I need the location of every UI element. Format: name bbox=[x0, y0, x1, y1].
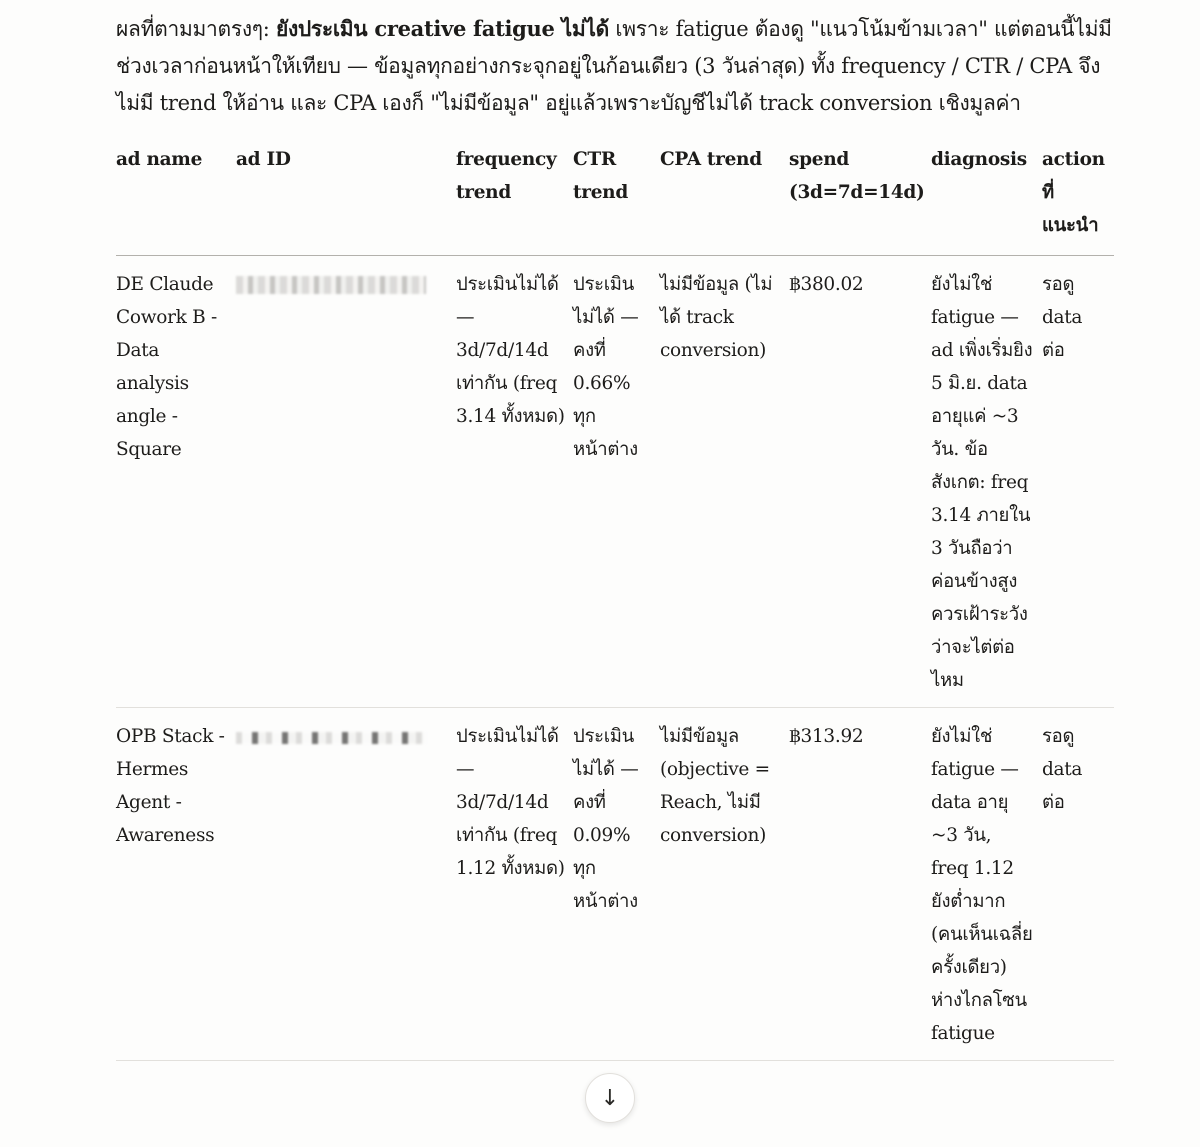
table-row bbox=[116, 256, 1114, 708]
redacted-ad-id bbox=[236, 276, 426, 294]
table-header-row bbox=[116, 143, 1114, 256]
cell-action: รอดู data ต่อ bbox=[1042, 256, 1114, 708]
cell-frequency-trend: ประเมินไม่ได้ — 3d/7d/14d เท่ากัน (freq 3.14 ทั้งหมด) bbox=[456, 256, 573, 708]
intro-paragraph bbox=[116, 10, 1114, 122]
col-header-frequency-trend: frequency trend bbox=[456, 143, 573, 256]
cell-action: รอดู data ต่อ bbox=[1042, 708, 1114, 1061]
col-header-ctr-trend: CTR trend bbox=[573, 143, 660, 256]
cell-ad-id bbox=[236, 708, 456, 1061]
cell-diagnosis: ยังไม่ใช่ fatigue — ad เพิ่งเริ่มยิง 5 มิ.ย. data อายุแค่ ~3 วัน. ข้อสังเกต: freq 3.14 ภายใน 3 วันถือว่าค่อนข้างสูง ควรเฝ้าระวังว่าจะไต่ต่อไหม bbox=[931, 256, 1042, 708]
table-row bbox=[116, 708, 1114, 1061]
cell-ad-name: DE Claude Cowork B - Data analysis angle - Square bbox=[116, 256, 236, 708]
cell-cpa-trend: ไม่มีข้อมูล (objective = Reach, ไม่มี conversion) bbox=[660, 708, 789, 1061]
cell-ad-id bbox=[236, 256, 456, 708]
col-header-ad-name: ad name bbox=[116, 143, 236, 256]
cell-spend: ฿380.02 bbox=[789, 256, 931, 708]
col-header-spend: spend (3d=7d=14d) bbox=[789, 143, 931, 256]
col-header-diagnosis: diagnosis bbox=[931, 143, 1042, 256]
intro-lead: ผลที่ตามมาตรงๆ: bbox=[116, 17, 276, 41]
scroll-to-bottom-button[interactable] bbox=[585, 1073, 635, 1123]
intro-bold: ยังประเมิน creative fatigue ไม่ได้ bbox=[275, 16, 609, 41]
cell-diagnosis: ยังไม่ใช่ fatigue — data อายุ ~3 วัน, freq 1.12 ยังต่ำมาก (คนเห็นเฉลี่ยครั้งเดียว) ห่างไกลโซน fatigue bbox=[931, 708, 1042, 1061]
cell-cpa-trend: ไม่มีข้อมูล (ไม่ได้ track conversion) bbox=[660, 256, 789, 708]
message-content bbox=[116, 10, 1114, 1061]
col-header-cpa-trend: CPA trend bbox=[660, 143, 789, 256]
redacted-ad-id bbox=[236, 732, 426, 744]
col-header-ad-id: ad ID bbox=[236, 143, 456, 256]
col-header-action: action ที่แนะนำ bbox=[1042, 143, 1114, 256]
cell-frequency-trend: ประเมินไม่ได้ — 3d/7d/14d เท่ากัน (freq 1.12 ทั้งหมด) bbox=[456, 708, 573, 1061]
intro-rest: เพราะ fatigue ต้องดู "แนวโน้มข้ามเวลา" แต่ตอนนี้ไม่มีช่วงเวลาก่อนหน้าให้เทียบ — ข้อมูลทุกอย่างกระจุกอยู่ในก้อนเดียว (3 วันล่าสุด) ทั้ง frequency / CTR / CPA จึงไม่มี trend ให้อ่าน และ CPA เองก็ "ไม่มีข้อมูล" อยู่แล้วเพราะบัญชีไม่ได้ track conversion เชิงมูลค่า bbox=[116, 17, 1112, 115]
cell-spend: ฿313.92 bbox=[789, 708, 931, 1061]
cell-ctr-trend: ประเมินไม่ได้ — คงที่ 0.66% ทุกหน้าต่าง bbox=[573, 256, 660, 708]
cell-ctr-trend: ประเมินไม่ได้ — คงที่ 0.09% ทุกหน้าต่าง bbox=[573, 708, 660, 1061]
ad-fatigue-table bbox=[116, 143, 1114, 1061]
cell-ad-name: OPB Stack - Hermes Agent - Awareness bbox=[116, 708, 236, 1061]
arrow-down-icon: ↓ bbox=[600, 1085, 620, 1111]
